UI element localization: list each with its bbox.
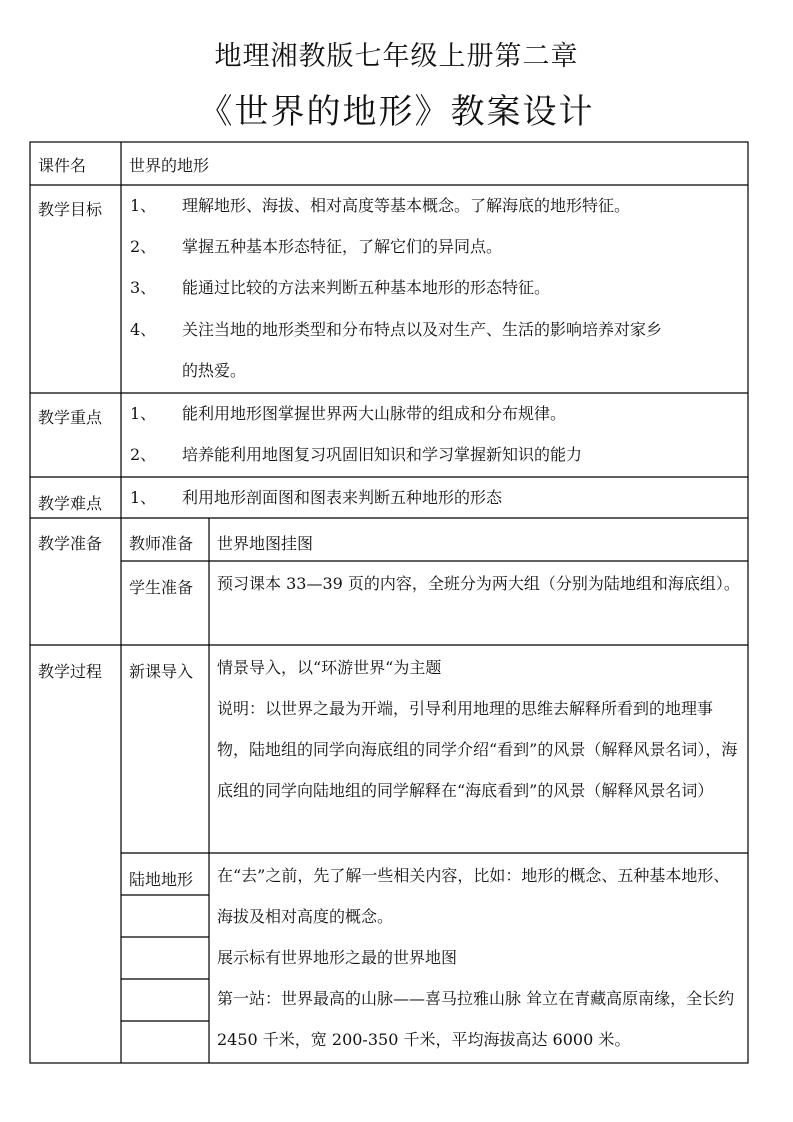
document-subtitle: 《世界的地形》教案设计 bbox=[198, 92, 595, 132]
key-point-text: 能利用地形图掌握世界两大山脉带的组成和分布规律。 bbox=[182, 404, 567, 423]
document-title: 地理湘教版七年级上册第二章 bbox=[214, 41, 579, 72]
land-content bbox=[217, 855, 743, 1060]
objective-item-2 bbox=[130, 227, 503, 267]
difficulty-number: 1、 bbox=[130, 488, 157, 507]
objective-item-4 bbox=[130, 310, 663, 350]
objective-text: 掌握五种基本形态特征，了解它们的异同点。 bbox=[182, 237, 503, 256]
intro-scenario-text: 情景导入，以“环游世界“为主题 bbox=[217, 658, 442, 677]
student-prep-label: 学生准备 bbox=[129, 578, 194, 597]
intro-content bbox=[217, 647, 743, 811]
intro-label: 新课导入 bbox=[129, 662, 194, 681]
key-points-label: 教学重点 bbox=[38, 408, 103, 427]
objective-text: 理解地形、海拔、相对高度等基本概念。了解海底的地形特征。 bbox=[182, 196, 631, 215]
course-name-value: 世界的地形 bbox=[129, 156, 210, 175]
objective-number: 2、 bbox=[130, 237, 157, 256]
objective-text: 关注当地的地形类型和分布特点以及对生产、生活的影响培养对家乡 bbox=[182, 320, 663, 339]
objective-item-1 bbox=[130, 186, 631, 226]
land-first-stop-text: 第一站：世界最高的山脉——喜马拉雅山脉 耸立在青藏高原南缘，全长约 2450 千米，宽 200-350 千米，平均海拔高达 6000 米。 bbox=[217, 989, 735, 1049]
objective-item-4-continuation: 的热爱。 bbox=[182, 361, 247, 380]
key-point-text: 培养能利用地图复习巩固旧知识和学习掌握新知识的能力 bbox=[182, 445, 583, 464]
key-point-item-2 bbox=[130, 435, 583, 475]
difficulty-text: 利用地形剖面图和图表来判断五种地形的形态 bbox=[182, 488, 503, 507]
objectives-label: 教学目标 bbox=[38, 200, 103, 219]
difficulty-item-1 bbox=[130, 478, 503, 518]
student-prep-value: 预习课本 33—39 页的内容，全班分为两大组（分别为陆地组和海底组）。 bbox=[217, 574, 740, 593]
land-map-text: 展示标有世界地形之最的世界地图 bbox=[217, 948, 458, 967]
objective-number: 1、 bbox=[130, 196, 157, 215]
teacher-prep-value: 世界地图挂图 bbox=[217, 534, 314, 553]
preparation-label: 教学准备 bbox=[38, 534, 103, 553]
objective-number: 4、 bbox=[130, 320, 157, 339]
process-label: 教学过程 bbox=[38, 662, 103, 681]
objective-item-3 bbox=[130, 268, 551, 308]
difficulties-label: 教学难点 bbox=[38, 494, 103, 513]
key-point-number: 1、 bbox=[130, 404, 157, 423]
key-point-item-1 bbox=[130, 394, 567, 434]
key-point-number: 2、 bbox=[130, 445, 157, 464]
objective-number: 3、 bbox=[130, 278, 157, 297]
teacher-prep-label: 教师准备 bbox=[129, 534, 194, 553]
intro-explanation-text: 说明：以世界之最为开端，引导利用地理的思维去解释所看到的地理事物，陆地组的同学向海底组的同学介绍“看到”的风景（解释风景名词），海底组的同学向陆地组的同学解释在“海底看到”的风景（解释风景名词） bbox=[217, 699, 738, 800]
land-label: 陆地地形 bbox=[129, 870, 194, 889]
land-intro-text: 在“去”之前，先了解一些相关内容，比如：地形的概念、五种基本地形、海拔及相对高度的概念。 bbox=[217, 866, 730, 926]
course-name-label: 课件名 bbox=[38, 156, 87, 175]
objective-text: 能通过比较的方法来判断五种基本地形的形态特征。 bbox=[182, 278, 551, 297]
